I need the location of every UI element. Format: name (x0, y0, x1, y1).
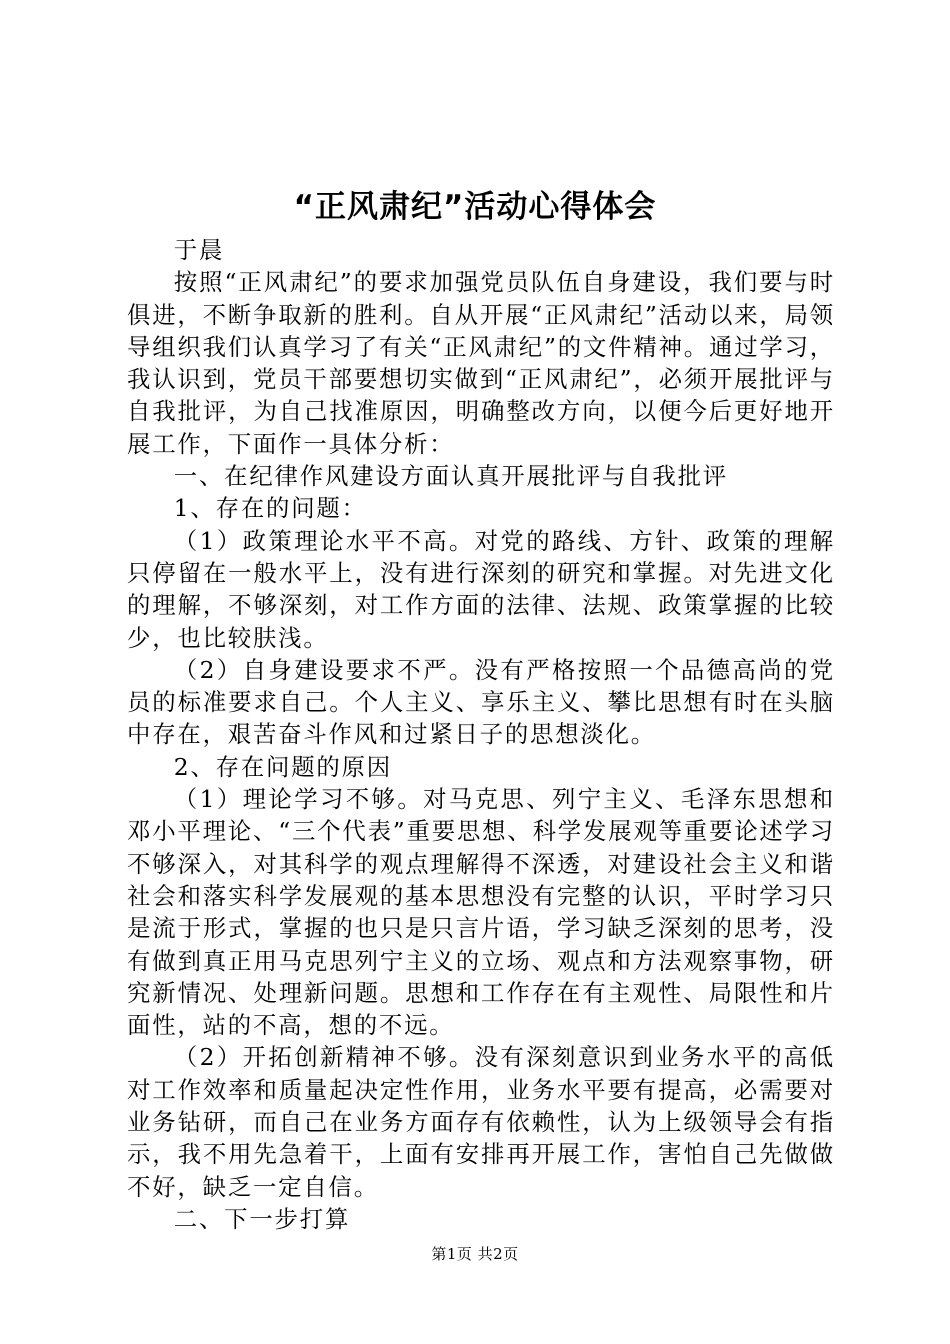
paragraph-problem-2: （2）自身建设要求不严。没有严格按照一个品德高尚的党员的标准要求自己。个人主义、享乐主义、攀比思想有时在头脑中存在，艰苦奋斗作风和过紧日子的思想淡化。 (127, 655, 835, 749)
paragraph-intro: 按照“正风肃纪”的要求加强党员队伍自身建设，我们要与时俱进，不断争取新的胜利。自从开展“正风肃纪”活动以来，局领导组织我们认真学习了有关“正风肃纪”的文件精神。通过学习，我认识到，党员干部要想切实做到“正风肃纪”，必须开展批评与自我批评，为自己找准原因，明确整改方向，以便今后更好地开展工作，下面作一具体分析： (127, 268, 835, 458)
paragraph-cause-1: （1）理论学习不够。对马克思、列宁主义、毛泽东思想和邓小平理论、“三个代表”重要思想、科学发展观等重要论述学习不够深入，对其科学的观点理解得不深透，对建设社会主义和谐社会和落实科学发展观的基本思想没有完整的认识，平时学习只是流于形式，掌握的也只是只言片语，学习缺乏深刻的思考，没有做到真正用马克思列宁主义的立场、观点和方法观察事物，研究新情况、处理新问题。思想和工作存在有主观性、局限性和片面性，站的不高，想的不远。 (127, 785, 835, 1040)
heading-section-2: 二、下一步打算 (173, 1204, 351, 1233)
paragraph-problem-1: （1）政策理论水平不高。对党的路线、方针、政策的理解只停留在一般水平上，没有进行深刻的研究和掌握。对先进文化的理解，不够深刻，对工作方面的法律、法规、政策掌握的比较少，也比较肤浅。 (127, 526, 835, 652)
author-name: 于晨 (173, 236, 225, 264)
subheading-problems: 1、存在的问题： (173, 494, 367, 523)
heading-section-1: 一、在纪律作风建设方面认真开展批评与自我批评 (173, 462, 728, 491)
page-number-footer: 第1页 共2页 (431, 1245, 519, 1263)
document-title: “正风肃纪”活动心得体会 (293, 189, 657, 225)
paragraph-cause-2: （2）开拓创新精神不够。没有深刻意识到业务水平的高低对工作效率和质量起决定性作用，业务水平要有提高，必需要对业务钻研，而自己在业务方面存有依赖性，认为上级领导会有指示，我不用先急着干，上面有安排再开展工作，害怕自己先做做不好，缺乏一定自信。 (127, 1043, 835, 1201)
document-body (127, 234, 835, 1235)
subheading-causes: 2、存在问题的原因 (173, 752, 393, 781)
